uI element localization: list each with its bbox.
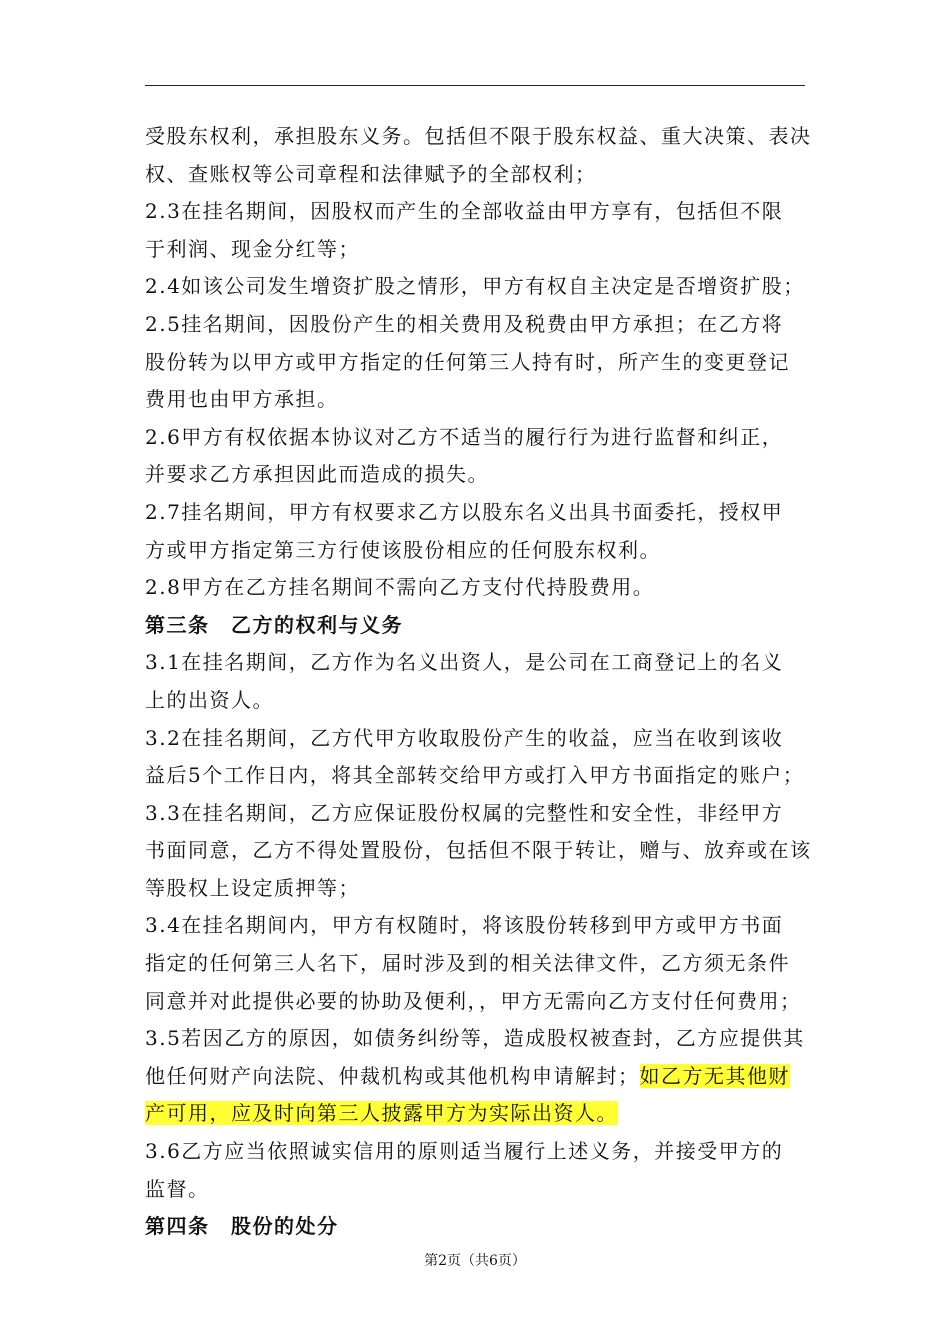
highlighted-text: 如乙方无其他财	[639, 1063, 790, 1088]
line-text: 他任何财产向法院、仲裁机构或其他机构申请解封；	[145, 1063, 640, 1088]
line-text: 第三条 乙方的权利与义务	[145, 612, 403, 637]
line-text: 2.7挂名期间，甲方有权要求乙方以股东名义出具书面委托，授权甲	[145, 499, 784, 524]
line-text: 3.6乙方应当依照诚实信用的原则适当履行上述义务，并接受甲方的	[145, 1139, 784, 1164]
paragraph-line	[145, 1058, 813, 1096]
paragraph-line	[145, 757, 813, 795]
line-text: 2.6甲方有权依据本协议对乙方不适当的履行行为进行监督和纠正，	[145, 424, 784, 449]
section-heading	[145, 607, 813, 645]
header-rule	[145, 85, 805, 86]
paragraph-line	[145, 193, 813, 231]
line-text: 方或甲方指定第三方行使该股份相应的任何股东权利。	[145, 537, 661, 562]
paragraph-line	[145, 983, 813, 1021]
paragraph-line	[145, 870, 813, 908]
paragraph-line	[145, 231, 813, 269]
section-heading	[145, 1208, 813, 1246]
paragraph-line	[145, 1133, 813, 1171]
line-text: 监督。	[145, 1176, 210, 1201]
line-text: 费用也由甲方承担。	[145, 387, 339, 412]
paragraph-line	[145, 907, 813, 945]
line-text: 上的出资人。	[145, 687, 274, 712]
line-text: 受股东权利，承担股东义务。包括但不限于股东权益、重大决策、表决	[145, 124, 812, 148]
line-text: 书面同意，乙方不得处置股份，包括但不限于转让，赠与、放弃或在该	[145, 838, 812, 863]
line-text: 等股权上设定质押等；	[145, 875, 360, 900]
line-text: 2.8甲方在乙方挂名期间不需向乙方支付代持股费用。	[145, 575, 655, 600]
line-text: 2.5挂名期间，因股份产生的相关费用及税费由甲方承担；在乙方将	[145, 311, 784, 336]
line-text: 益后5个工作日内，将其全部转交给甲方或打入甲方书面指定的账户；	[145, 763, 805, 788]
paragraph-line	[145, 720, 813, 758]
line-text: 第四条 股份的处分	[145, 1214, 339, 1239]
line-text: 同意并对此提供必要的协助及便利，，甲方无需向乙方支付任何费用；	[145, 988, 802, 1013]
paragraph-line	[145, 795, 813, 833]
paragraph-line	[145, 1020, 813, 1058]
paragraph-line	[145, 456, 813, 494]
paragraph-line	[145, 494, 813, 532]
line-text: 3.3在挂名期间，乙方应保证股份权属的完整性和安全性，非经甲方	[145, 800, 784, 825]
paragraph-line	[145, 419, 813, 457]
paragraph-line	[145, 156, 813, 194]
line-text: 2.4如该公司发生增资扩股之情形，甲方有权自主决定是否增资扩股；	[145, 274, 805, 299]
highlighted-text: 产可用，应及时向第三人披露甲方为实际出资人。	[145, 1101, 618, 1126]
paragraph-line	[145, 1095, 813, 1133]
paragraph-line	[145, 644, 813, 682]
line-text: 3.2在挂名期间，乙方代甲方收取股份产生的收益，应当在收到该收	[145, 725, 784, 750]
line-text: 于利润、现金分红等；	[145, 236, 360, 261]
paragraph-line	[145, 381, 813, 419]
paragraph-line	[145, 569, 813, 607]
paragraph-line	[145, 1171, 813, 1209]
document-body	[145, 118, 813, 1246]
line-text: 权、查账权等公司章程和法律赋予的全部权利；	[145, 161, 597, 186]
page-footer: 第2页（共6页）	[424, 1253, 526, 1269]
paragraph-line	[145, 344, 813, 382]
line-text: 3.1在挂名期间，乙方作为名义出资人，是公司在工商登记上的名义	[145, 650, 784, 675]
paragraph-line	[145, 268, 813, 306]
line-text: 2.3在挂名期间，因股权而产生的全部收益由甲方享有，包括但不限	[145, 199, 784, 224]
line-text: 股份转为以甲方或甲方指定的任何第三人持有时，所产生的变更登记	[145, 349, 790, 374]
paragraph-line	[145, 532, 813, 570]
paragraph-line	[145, 945, 813, 983]
paragraph-line	[145, 832, 813, 870]
line-text: 3.5若因乙方的原因，如债务纠纷等，造成股权被查封，乙方应提供其	[145, 1026, 805, 1051]
paragraph-line	[145, 682, 813, 720]
line-text: 并要求乙方承担因此而造成的损失。	[145, 462, 489, 487]
paragraph-line	[145, 118, 813, 156]
line-text: 3.4在挂名期间内，甲方有权随时，将该股份转移到甲方或甲方书面	[145, 913, 784, 938]
paragraph-line	[145, 306, 813, 344]
line-text: 指定的任何第三人名下，届时涉及到的相关法律文件，乙方须无条件	[145, 951, 790, 976]
